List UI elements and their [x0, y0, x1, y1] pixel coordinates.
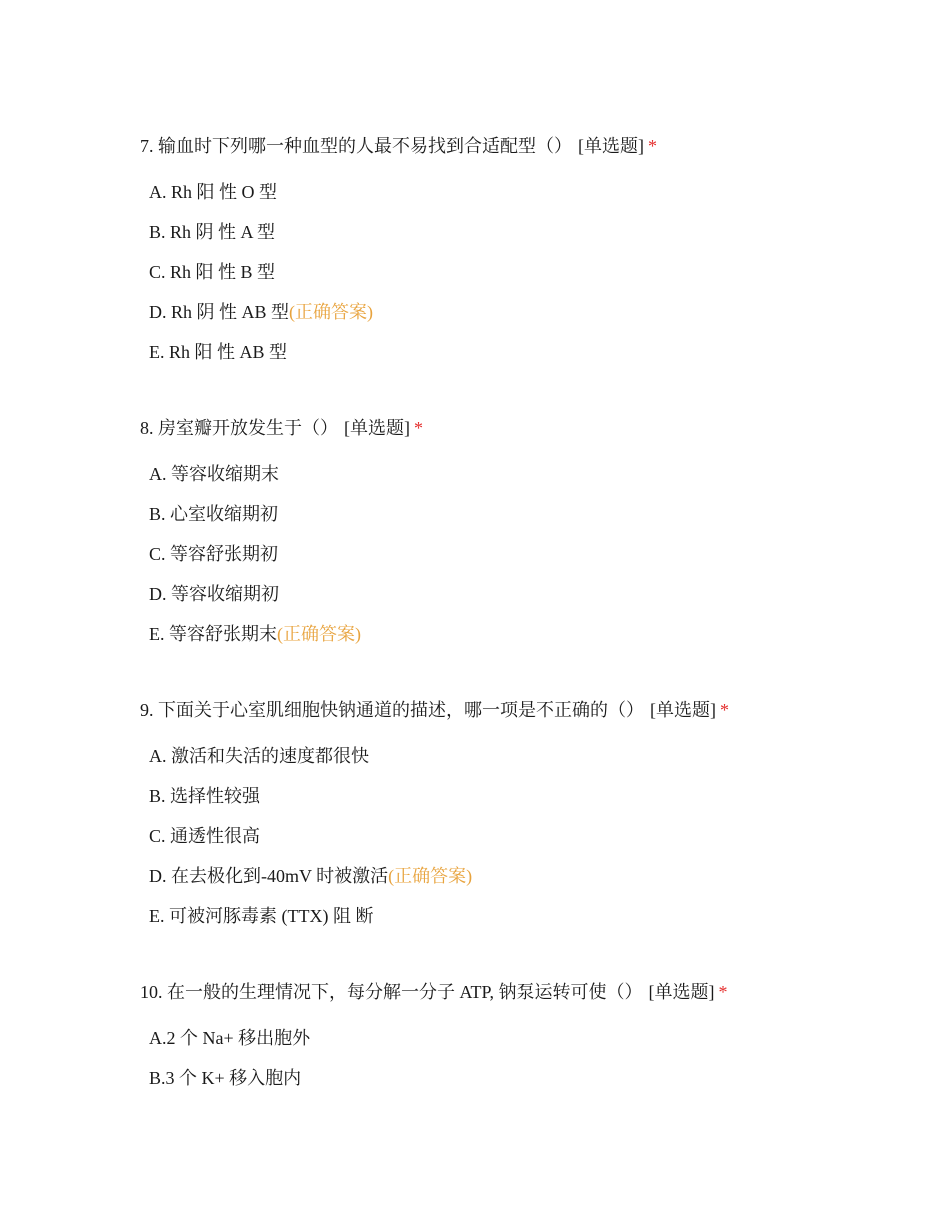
option-b [149, 1066, 301, 1090]
option-text: D. Rh 阴 性 AB 型 [149, 302, 290, 322]
option-d [149, 582, 279, 606]
option-a [149, 180, 277, 204]
question-title [140, 134, 657, 158]
required-mark: * [720, 700, 729, 720]
option-text: C. Rh 阳 性 B 型 [149, 262, 276, 282]
option-text: B. Rh 阴 性 A 型 [149, 222, 276, 242]
option-text: A. 等容收缩期末 [149, 464, 279, 484]
option-text: E. 可被河豚毒素 (TTX) 阻 断 [149, 906, 374, 926]
option-b [149, 220, 275, 244]
option-text: A. Rh 阳 性 O 型 [149, 182, 278, 202]
question-type: [单选题] [344, 418, 410, 438]
option-c [149, 542, 278, 566]
option-text: B. 选择性较强 [149, 786, 261, 806]
option-text: C. 通透性很高 [149, 826, 261, 846]
required-mark: * [648, 136, 657, 156]
option-text: B. 心室收缩期初 [149, 504, 279, 524]
option-text: A.2 个 Na+ 移出胞外 [149, 1028, 311, 1048]
option-d [149, 864, 472, 888]
question-type: [单选题] [648, 982, 715, 1002]
option-text: D. 在去极化到-40mV 时被激活 [149, 866, 389, 886]
correct-answer-mark: (正确答案) [388, 866, 473, 886]
option-e [149, 340, 287, 364]
option-e [149, 904, 373, 928]
required-mark: * [414, 418, 423, 438]
option-a [149, 462, 279, 486]
question-text: 9. 下面关于心室肌细胞快钠通道的描述，哪一项是不正确的（） [140, 700, 644, 720]
question-type: [单选题] [578, 136, 644, 156]
question-text: 8. 房室瓣开放发生于（） [140, 418, 338, 438]
option-a [149, 1026, 310, 1050]
required-mark: * [718, 982, 728, 1002]
correct-answer-mark: (正确答案) [289, 302, 374, 322]
option-b [149, 502, 278, 526]
question-title [140, 698, 729, 722]
option-d [149, 300, 373, 324]
option-text: E. Rh 阳 性 AB 型 [149, 342, 288, 362]
question-title [140, 980, 728, 1004]
option-text: A. 激活和失活的速度都很快 [149, 746, 369, 766]
question-title [140, 416, 423, 440]
option-c [149, 260, 275, 284]
option-text: D. 等容收缩期初 [149, 584, 279, 604]
question-type: [单选题] [650, 700, 716, 720]
option-text: B.3 个 K+ 移入胞内 [149, 1068, 302, 1088]
option-text: C. 等容舒张期初 [149, 544, 279, 564]
option-a [149, 744, 369, 768]
option-b [149, 784, 260, 808]
option-e [149, 622, 361, 646]
question-text: 10. 在一般的生理情况下，每分解一分子 ATP, 钠泵运转可使（） [140, 982, 643, 1002]
question-text: 7. 输血时下列哪一种血型的人最不易找到合适配型（） [140, 136, 572, 156]
option-c [149, 824, 260, 848]
correct-answer-mark: (正确答案) [277, 624, 361, 644]
option-text: E. 等容舒张期末 [149, 624, 277, 644]
